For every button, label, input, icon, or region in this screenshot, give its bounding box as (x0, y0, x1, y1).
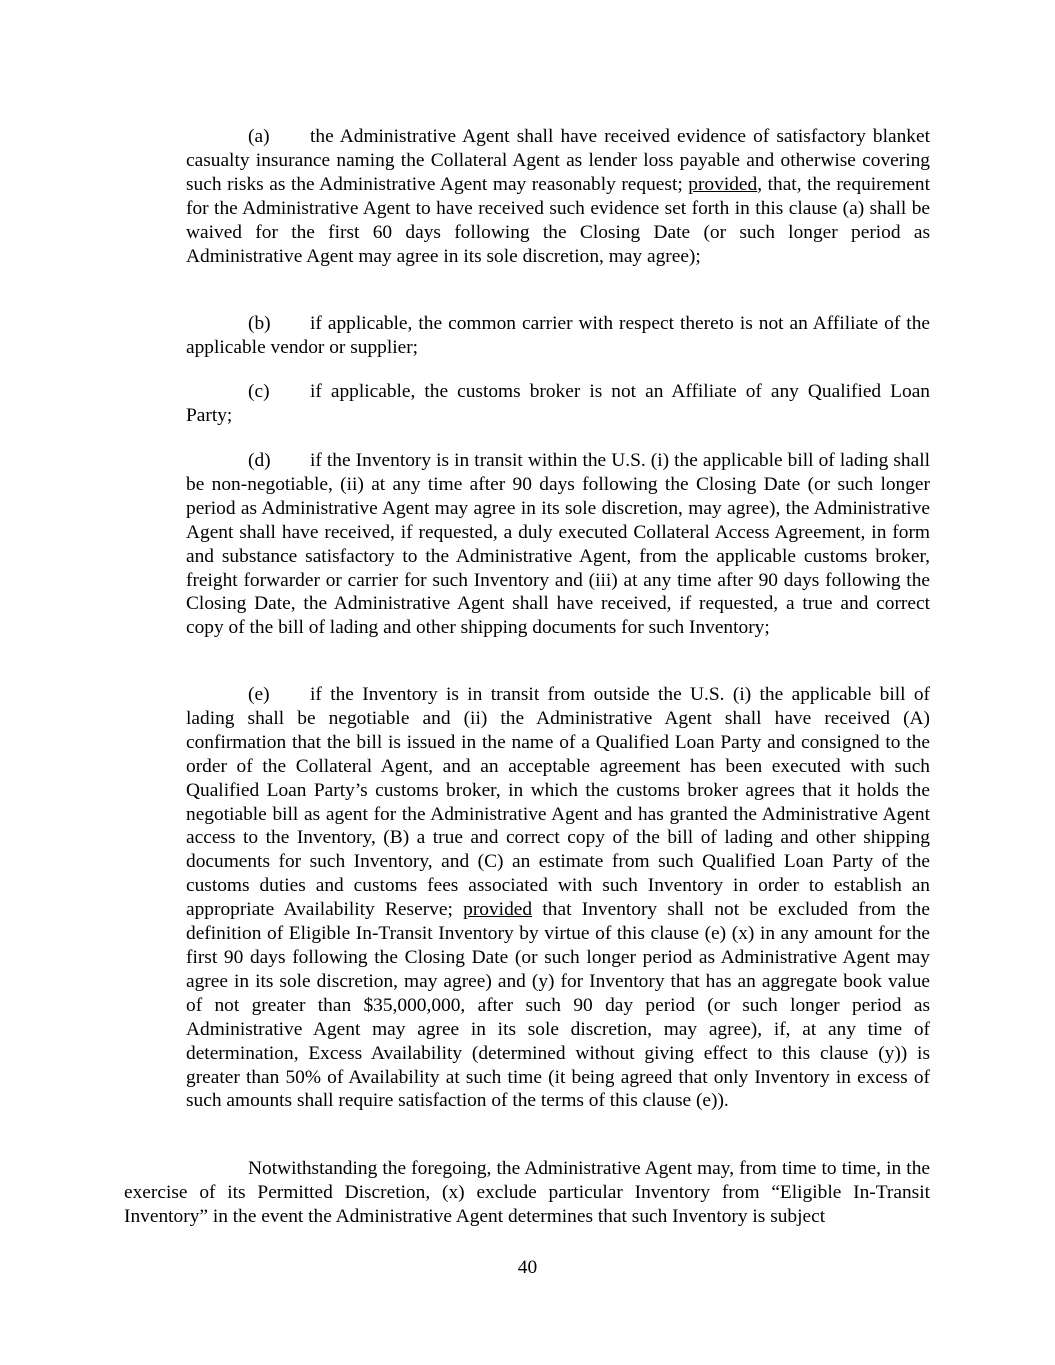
clause-text: the Administrative Agent shall have received evidence of satisfactory blanket casualty insurance naming the Collateral Agent as lender loss payable and otherwise covering such risks as the Administrative Agent may reasonably request; (186, 126, 930, 195)
clause-e (186, 683, 930, 1113)
provided-underlined-term: provided (463, 899, 533, 921)
clause-text: if applicable, the common carrier with respect thereto is not an Affiliate of the applicable vendor or supplier; (186, 313, 930, 358)
clause-b (186, 312, 930, 360)
clause-text: if the Inventory is in transit from outside the U.S. (i) the applicable bill of lading shall be negotiable and (ii) the Administrative Agent shall have received (A) confirmation that the bill is issued in the name of a Qualified Loan Party and consigned to the order of the Collateral Agent, and an acceptable agreement has been executed with such Qualified Loan Party’s customs broker, in which the customs broker agrees that it holds the negotiable bill as agent for the Administrative Agent and has granted the Administrative Agent access to the Inventory, (B) a true and correct copy of the bill of lading and other shipping documents for such Inventory, and (C) an estimate from such Qualified Loan Party of the customs duties and customs fees associated with such Inventory in order to establish an appropriate Availability Reserve; (186, 684, 930, 921)
page-number: 40 (517, 1257, 538, 1278)
closing-paragraph: Notwithstanding the foregoing, the Administrative Agent may, from time to time, in the exercise of its Permitted Discretion, (x) exclude particular Inventory from “Eligible In-Transit Inventory” in the event the Administrative Agent determines that such Inventory is subject (124, 1158, 930, 1227)
clause-label: (b) (248, 313, 271, 334)
clause-d (186, 449, 930, 640)
clause-label: (a) (248, 126, 270, 147)
clause-text: , that, the requirement for the Administrative Agent to have received such evidence set forth in this clause (a) shall be waived for the first 60 days following the Closing Date (or such longer period as Administrative Agent may agree in its sole discretion, may agree); (186, 173, 930, 267)
clause-label: (e) (248, 684, 270, 705)
clause-c (186, 380, 930, 428)
clause-text: if applicable, the customs broker is not an Affiliate of any Qualified Loan Party; (186, 381, 930, 426)
clause-text: if the Inventory is in transit within the U.S. (i) the applicable bill of lading shall be non-negotiable, (ii) at any time after 90 days following the Closing Date (or such longer period as Administrative Agent may agree in its sole discretion, may agree), the Administrative Agent shall have received, if requested, a duly executed Collateral Access Agreement, in form and substance satisfactory to the Administrative Agent, from the applicable customs broker, freight forwarder or carrier for such Inventory and (iii) at any time after 90 days following the Closing Date, the Administrative Agent shall have received, if requested, a true and correct copy of the bill of lading and other shipping documents for such Inventory; (186, 450, 930, 639)
clause-a (186, 125, 930, 268)
provided-underlined-term: provided (688, 173, 758, 195)
clause-label: (c) (248, 381, 270, 402)
clause-text: that Inventory shall not be excluded from the definition of Eligible In-Transit Inventory by virtue of this clause (e) (x) in any amount for the first 90 days following the Closing Date (or such longer period as Administrative Agent may agree in its sole discretion, may agree) and (y) for Inventory that has an aggregate book value of not greater than $35,000,000, after such 90 day period (or such longer period as Administrative Agent may agree in its sole discretion, may agree), if, at any time of determination, Excess Availability (determined without giving effect to this clause (y)) is greater than 50% of Availability at such time (it being agreed that only Inventory in excess of such amounts shall require satisfaction of the terms of this clause (e)). (186, 899, 930, 1112)
clause-label: (d) (248, 450, 271, 471)
